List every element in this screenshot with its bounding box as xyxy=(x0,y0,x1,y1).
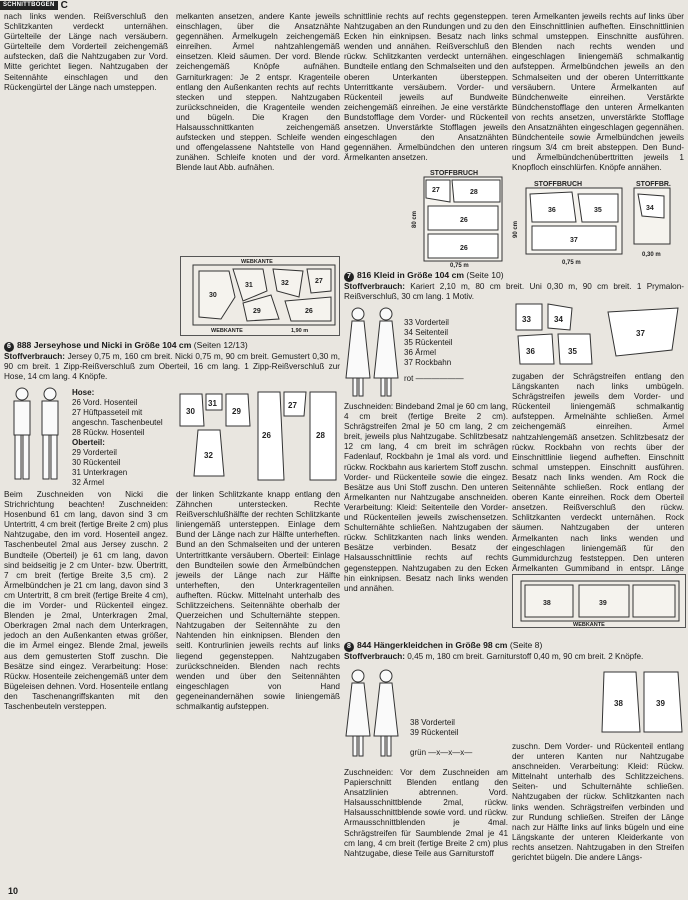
svg-text:90 cm: 90 cm xyxy=(513,220,519,238)
section-816-body-right: zugaben der Schrägstreifen entlang den Längskanten nach links umbügeln. Schrägstreifen jeweils dem Vorder- und Rückenteil liniengemäß schmalkantig aufsteppen. Ärmelnähte schließen. Ärmel zeichengemäß einreihen. Ärmel nahtzahlengemäß ansetzen. Schlitzbesatz der rückw. Rockbahn von rechts über der Einschnittlinie liegend aufheften. Einschnitt schmal umsteppen. Einschnitt ausführen. Besatz nach links wenden. Am Rock die Seitennähte schließen. Rock entlang der oberen Kante einreihen. Rock dem Oberteil ansetzen. Reißverschluß den rückw. Schlitzkanten verdeckt unternähen. Rock säumen. Nahtzugaben der unteren Ärmelkanten nach links wenden und eingeschlagen liniengemäß für den Gummidurchzug feststeppen. Den unteren Ärmelkanten Gummiband in entspr. Länge xyxy=(512,372,684,573)
schnittbogen-label: SCHNITTBOGEN xyxy=(0,1,58,10)
section-number-badge: 8 xyxy=(344,642,354,652)
section-number-badge: 6 xyxy=(4,342,14,352)
page-number: 10 xyxy=(8,886,19,896)
column-3-top-text: schnittlinie rechts auf rechts gegensteppen. Nahtzugaben an den Rundungen und zu den Ecken hin einknipsen. Besatz nach links wenden und annähen. Reißverschluß den rückw. Schlitzkanten verdeckt unternähen. Bundteile entlang den Schmalseiten und den oberen Unterkanten übersteppen. Unterrittkante versäubern. Vorder- und Rückenteil jeweils auf Bundweite zeichengemäß einreihen. Je eine verstärkte Bundstofflage dem Vorder- und Rückenteil ansetzen. Unverstärkte Stofflagen jeweils eingeschlagen den Ansatznähten gegennähen. Ärmelbündchen den unteren Ärmelkanten ansetzen. xyxy=(344,12,508,163)
svg-text:32: 32 xyxy=(281,280,289,287)
section-888-body-right: der linken Schlitzkante knapp entlang den Zähnchen unterstecken. Rechte Reißverschlußhälfte der rechten Schlitzkante liniengemäß untersteppen. Einlage dem Bund der Länge nach zur Hälfte unterheften. Bund an den Schmalseiten und der unteren Untertrittkante versäubern. Oberteil: Einlage den Bundteilen sowie den Ärmelbündchen jeweils der Länge nach zur Hälfte unterheften, den Unterkragenteilen aufheften. Rückw. Mittelnaht unterhalb des Schlitzzeichens. Seitennähte oberhalb der Querzeichen und Schulternähte steppen. Nahtzugaben der Seitennähte zu den Nahtenden hin einknipsen. Blenden den seitl. Kontrurlinien jeweils rechts auf links liegend gegensteppen. Nahtzugaben zurückschneiden. Blenden nach rechts wenden und über den Seitennähten eingeschlagen von Hand gegeneinandernähen sowie liniengemäß schmalkantig aufsteppen. xyxy=(176,490,340,711)
svg-text:STOFFBRUCH: STOFFBRUCH xyxy=(430,170,479,177)
svg-text:27: 27 xyxy=(315,278,323,285)
section-844-body-right: zuschn. Dem Vorder- und Rückenteil entlang der unteren Kanten nur Nahtzugabe anschneiden. Verarbeitung: Kleid: Rückw. Mittelnaht unterhalb des Schlitzzeichens. Seiten- und Schulternähte schließen. Nahtzugaben der rückw. Schlitzkanten nach links wenden. Schrägstreifen verbinden und zur Rundung schließen. Streifen der Länge nach zur Hälfte links auf links bügeln und eine Längskante der unteren Kleiderkante von rechts ansetzen. Nahtzugaben in den Streifen gerichtet bügeln. Die andere Längs- xyxy=(512,742,684,863)
section-816-stoffverbrauch: Stoffverbrauch: Kariert 2,10 m, 80 cm breit. Uni 0,30 m, 90 cm breit. 1 Prymalon-Reißverschluß, 30 cm lang. 1 Motiv. xyxy=(344,282,684,302)
section-844-figures xyxy=(344,666,400,762)
svg-text:29: 29 xyxy=(232,407,241,416)
svg-text:39: 39 xyxy=(599,600,607,607)
section-844-pattern-pieces xyxy=(600,666,684,738)
svg-text:26: 26 xyxy=(305,308,313,315)
svg-text:31: 31 xyxy=(245,282,253,289)
column-4-top-text: teren Ärmelkanten jeweils rechts auf links über den Einschnittlinien aufheften. Einschnittlinien schmal umsteppen. Einschnitte ausführen. Blenden nach rechts wenden und eingeschlagen liniengemäß schmalkantig aufsteppen. Ärmelbündchen jeweils an den Schmalseiten und der oberen Unterrittkante versäubern. Untere Ärmelkanten auf Bündchenweite einreihen. Verstärkte Bündchenstofflage den unteren Ärmelkanten von rechts ansetzen, unverstärkte Stofflage den Ansatznähten eingeschlagen gegennähen. Bündchenteile sowie Ärmelbündchen jeweils ringsum 3/4 cm breit absteppen. Den Bund- und Ärmelbündchenüberttritten jeweils 1 Knopfloch einschlürfen. Knöpfe annähen. xyxy=(512,12,684,173)
section-number-badge: 7 xyxy=(344,272,354,282)
svg-text:26: 26 xyxy=(262,431,271,440)
svg-text:26: 26 xyxy=(460,217,468,224)
svg-text:39: 39 xyxy=(656,699,665,708)
section-header-strip xyxy=(0,0,68,11)
pattern-layout-844 xyxy=(512,574,686,628)
section-816-figures xyxy=(344,304,400,400)
svg-text:27: 27 xyxy=(288,401,297,410)
svg-text:28: 28 xyxy=(316,431,325,440)
section-844-legend: 38 Vorderteil 39 Rückenteil grün —x—x—x— xyxy=(410,718,473,757)
svg-text:WEBKANTE: WEBKANTE xyxy=(241,259,273,265)
svg-text:35: 35 xyxy=(594,207,602,214)
section-844-heading: 8 844 Hängerkleidchen in Größe 98 cm (Seite 8) xyxy=(344,640,684,652)
svg-text:38: 38 xyxy=(543,600,551,607)
section-888-pattern-pieces xyxy=(176,386,340,486)
svg-text:34: 34 xyxy=(646,205,654,212)
svg-text:0,75 m: 0,75 m xyxy=(450,263,469,269)
svg-text:0,30 m: 0,30 m xyxy=(642,252,661,258)
section-888-heading: 6 888 Jerseyhose und Nicki in Größe 104 cm (Seiten 12/13) xyxy=(4,340,340,352)
column-1-top-text: nach links wenden. Reißverschluß den Schlitzkanten verdeckt unternähen. Gürtelteile der Länge nach versäubern. Gürtelteile dem Vorderteil zeichengemäß aufstecken, daß die Nahtzugaben zur Vord. Mitte gerichtet liegen. Nahtzugaben der Seitennähte einschlagen und den Rückengürtel der Länge nach umsteppen. xyxy=(4,12,168,92)
svg-text:30: 30 xyxy=(209,292,217,299)
svg-text:28: 28 xyxy=(470,189,478,196)
svg-text:34: 34 xyxy=(554,315,563,324)
svg-text:26: 26 xyxy=(460,245,468,252)
section-888-legend: Hose: 26 Vord. Hosenteil 27 Hüftpasseteil mit angeschn. Taschenbeutel 28 Rückw. Hosenteil Oberteil: 29 Vorderteil 30 Rückenteil 31 Unterkragen 32 Ärmel xyxy=(72,388,163,487)
section-844-stoffverbrauch: Stoffverbrauch: 0,45 m, 180 cm breit. Garniturstoff 0,40 m, 90 cm breit. 2 Knöpfe. xyxy=(344,652,644,661)
svg-text:WEBKANTE: WEBKANTE xyxy=(573,622,605,628)
svg-text:1,90 m: 1,90 m xyxy=(291,328,309,334)
svg-text:36: 36 xyxy=(526,347,535,356)
pattern-layout-888-jersey xyxy=(180,256,340,336)
svg-text:31: 31 xyxy=(208,399,217,408)
section-816-body: Zuschneiden: Bindeband 2mal je 60 cm lang, 4 cm breit (fertige Breite 2 cm). Schrägstreifen 2mal je 50 cm lang, 2 cm breit, jeweils plus Nahtzugabe. Schlitzbesatz 12 cm lang, 4 cm breit im schrägen Fadenlauf, Rockbahn je 1mal als vord. und rückw. Rockbahn aus kariertem Stoff zuschn. Vorder- und Rückenteile sowie die eingez. Besätze aus Uni Stoff zuschn. Den unteren Ärmelkanten nur Nahtzugabe anschneiden. Verarbeitung: Kleid: Seitenteile den Vorder- und Rückenteilen jeweils zwischensetzen. Schulternähte schließen. Nahtzugaben der rückw. Schlitzkanten nach links wenden. Besätze verbinden. Besatz der Halsausschnittlinie rechts auf rechts gegensteppen. Nahtzugaben zu den Ecken hin einknipsen. Besatz nach links wenden und annähen. xyxy=(344,402,508,593)
section-888-figures xyxy=(4,384,70,488)
svg-text:32: 32 xyxy=(204,451,213,460)
svg-text:37: 37 xyxy=(570,237,578,244)
section-888-stoffverbrauch: Stoffverbrauch: Jersey 0,75 m, 160 cm breit. Nicki 0,75 m, 90 cm breit. Gemustert 0,30 m, 90 cm breit. 1 Zipp-Reißverschluß zum Oberteil, 16 cm lang. 1 Zipp-Reißverschluß zur Hose, 14 cm lang. 4 Knöpfe. xyxy=(4,352,340,382)
svg-text:38: 38 xyxy=(614,699,623,708)
svg-text:37: 37 xyxy=(636,329,645,338)
pattern-layout-816-kariert xyxy=(410,168,506,268)
svg-text:STOFFBRUCH: STOFFBRUCH xyxy=(534,181,583,188)
svg-text:0,75 m: 0,75 m xyxy=(562,260,581,266)
pattern-layout-816-uni xyxy=(512,178,684,270)
section-816-legend: 33 Vorderteil 34 Seitenteil 35 Rückenteil 36 Ärmel 37 Rockbahn rot —————— xyxy=(404,318,464,383)
section-888-body-left: Beim Zuschneiden von Nicki die Strichrichtung beachten! Zuschneiden: Hosenbund 61 cm lang, davon sind 3 cm Untertritt, 4 cm breit (fertige Breite 2 cm) plus Nahtzugabe, den im vord. Hosenteil angez. Taschenbeutel 2mal aus Jersey zuschn. 2 Bundteile (Oberteil) je 61 cm lang, davon sind beidseitig je 2 cm Unter- bzw. Übertritt, 7 cm breit (fertige Breite 3,5 cm). 2 Ärmelbündchen je 21 cm lang, davon sind 3 cm Untertritt, 8 cm breit (fertige Breite 4 cm), die im Vorder- und Rückenteil eingez. Blenden je 2mal, Unterkragen 2mal, Oberkragen 2mal nach dem Unterkragen, jedoch an den Außenkanten etwas größer, die im Ärmel eingez. Blende 2mal, jeweils aus dem gemusterten Stoff zuschn. Die Besätze sind eingez. Verarbeitung: Hose: Rückw. Hosenteile zeichengemäß unter dem Bügeleisen dehnen. Vord. Hosenteile entlang den Taschenangriffskanten mit den Taschenbeuteln versteppen. xyxy=(4,490,168,711)
svg-text:WEBKANTE: WEBKANTE xyxy=(211,328,243,334)
svg-text:35: 35 xyxy=(568,347,577,356)
column-2-top-text: melkanten ansetzen, andere Kante jeweils einschlagen, über die Ansatznähte gegennähen. Ärmelkugeln zeichengemäß einreihen. Ärmel nahtzahlengemäß einsetzen. Kleid säumen. Der vord. Blende zeichengemäß Knöpfe aufnähen. Garniturkragen: Je 2 entspr. Kragenteile entlang den Außenkanten rechts auf rechts stecken und steppen. Nahtzugaben zurückschneiden, die Kragenteile wenden und bügeln. Die Kragen den Halsausschnittkanten zeichengemäß aufstecken und steppen. Schleife wenden und offengelassene Nahtstelle von Hand zunähen. Schleife knoten und der vord. Blende laut Abb. aufnähen. xyxy=(176,12,340,173)
svg-text:29: 29 xyxy=(253,308,261,315)
schnittbogen-letter: C xyxy=(60,0,68,11)
section-816-pattern-pieces xyxy=(512,300,684,368)
svg-text:27: 27 xyxy=(432,187,440,194)
svg-text:36: 36 xyxy=(548,207,556,214)
svg-text:33: 33 xyxy=(522,315,531,324)
section-844-body: Zuschneiden: Vor dem Zuschneiden am Papierschnitt Blenden entlang den Ansatzlinien abtrennen. Vord. Halsausschnittblende 2mal, rückw. Halsausschnittblende sowie vord. und rückw. Armausschnittblenden je 4mal. Schrägstreifen für Saumblende 2mal je 41 cm lang, 4 cm breit (fertige Breite 2 cm) plus Nahtzugabe, diese Teile aus Garniturstoff xyxy=(344,768,508,858)
svg-text:STOFFBR.: STOFFBR. xyxy=(636,181,671,188)
svg-text:30: 30 xyxy=(186,407,195,416)
section-816-heading: 7 816 Kleid in Größe 104 cm (Seite 10) xyxy=(344,270,684,282)
svg-text:80 cm: 80 cm xyxy=(412,210,418,228)
